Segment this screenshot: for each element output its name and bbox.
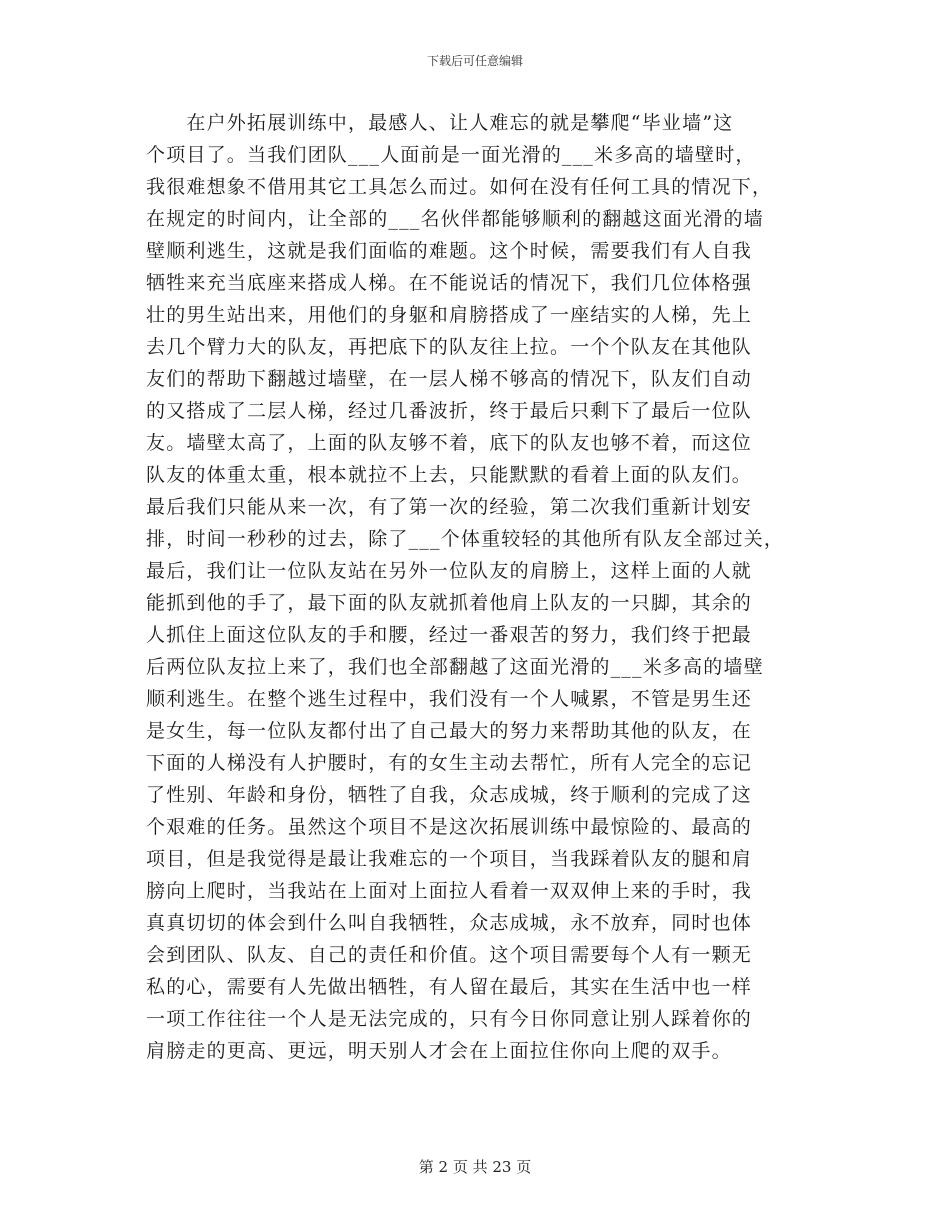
- text-line: 肩膀走的更高、更远，明天别人才会在上面拉住你向上爬的双手。: [146, 1040, 732, 1062]
- text-line: 是女生，每一位队友都付出了自己最大的努力来帮助其他的队友，在: [146, 720, 753, 742]
- text-line: 真真切切的体会到什么叫自我牺牲，众志成城，永不放弃，同时也体: [146, 912, 753, 934]
- text-line: 的又搭成了二层人梯，经过几番波折，终于最后只剩下了最后一位队: [146, 400, 753, 422]
- text-line: 在规定的时间内，让全部的___名伙伴都能够顺利的翻越这面光滑的墙: [146, 208, 764, 230]
- text-line: 能抓到他的手了，最下面的队友就抓着他肩上队友的一只脚，其余的: [146, 592, 753, 614]
- text-line: 在户外拓展训练中，最感人、让人难忘的就是攀爬“毕业墙”这: [146, 112, 734, 134]
- text-line: 最后，我们让一位队友站在另外一位队友的肩膀上，这样上面的人就: [146, 560, 753, 582]
- text-line: 友。墙壁太高了，上面的队友够不着，底下的队友也够不着，而这位: [146, 432, 753, 454]
- page-number-footer: 第 2 页 共 23 页: [418, 1158, 532, 1176]
- text-line: 后两位队友拉上来了，我们也全部翻越了这面光滑的___米多高的墙壁: [146, 656, 764, 678]
- text-line: 膀向上爬时，当我站在上面对上面拉人看着一双双伸上来的手时，我: [146, 880, 753, 902]
- text-line: 人抓住上面这位队友的手和腰，经过一番艰苦的努力，我们终于把最: [146, 624, 753, 646]
- text-line: 排，时间一秒秒的过去，除了___个体重较轻的其他所有队友全部过关，: [146, 528, 785, 550]
- text-line: 个艰难的任务。虽然这个项目不是这次拓展训练中最惊险的、最高的: [146, 816, 753, 838]
- text-line: 友们的帮助下翻越过墙壁，在一层人梯不够高的情况下，队友们自动: [146, 368, 753, 390]
- text-line: 我很难想象不借用其它工具怎么而过。如何在没有任何工具的情况下，: [146, 176, 773, 198]
- text-line: 了性别、年龄和身份，牺牲了自我，众志成城，终于顺利的完成了这: [146, 784, 753, 806]
- text-line: 去几个臂力大的队友，再把底下的队友往上拉。一个个队友在其他队: [146, 336, 753, 358]
- text-line: 会到团队、队友、自己的责任和价值。这个项目需要每个人有一颗无: [146, 944, 753, 966]
- document-body: [146, 107, 822, 1067]
- text-line: 壁顺利逃生，这就是我们面临的难题。这个时候，需要我们有人自我: [146, 240, 753, 262]
- text-line: 队友的体重太重，根本就拉不上去，只能默默的看着上面的队友们。: [146, 464, 753, 486]
- text-line: 项目，但是我觉得是最让我难忘的一个项目，当我踩着队友的腿和肩: [146, 848, 753, 870]
- text-line: 壮的男生站出来，用他们的身躯和肩膀搭成了一座结实的人梯，先上: [146, 304, 753, 326]
- text-line: 个项目了。当我们团队___人面前是一面光滑的___米多高的墙壁时，: [146, 144, 756, 166]
- text-line: 顺利逃生。在整个逃生过程中，我们没有一个人喊累，不管是男生还: [146, 688, 753, 710]
- text-line: 下面的人梯没有人护腰时，有的女生主动去帮忙，所有人完全的忘记: [146, 752, 753, 774]
- text-line: 牺牲来充当底座来搭成人梯。在不能说话的情况下，我们几位体格强: [146, 272, 753, 294]
- text-line: 一项工作往往一个人是无法完成的，只有今日你同意让别人踩着你的: [146, 1008, 753, 1030]
- text-line: 私的心，需要有人先做出牺牲，有人留在最后，其实在生活中也一样: [146, 976, 753, 998]
- page-header-note: 下载后可任意编辑: [426, 54, 523, 68]
- text-line: 最后我们只能从来一次，有了第一次的经验，第二次我们重新计划安: [146, 496, 753, 518]
